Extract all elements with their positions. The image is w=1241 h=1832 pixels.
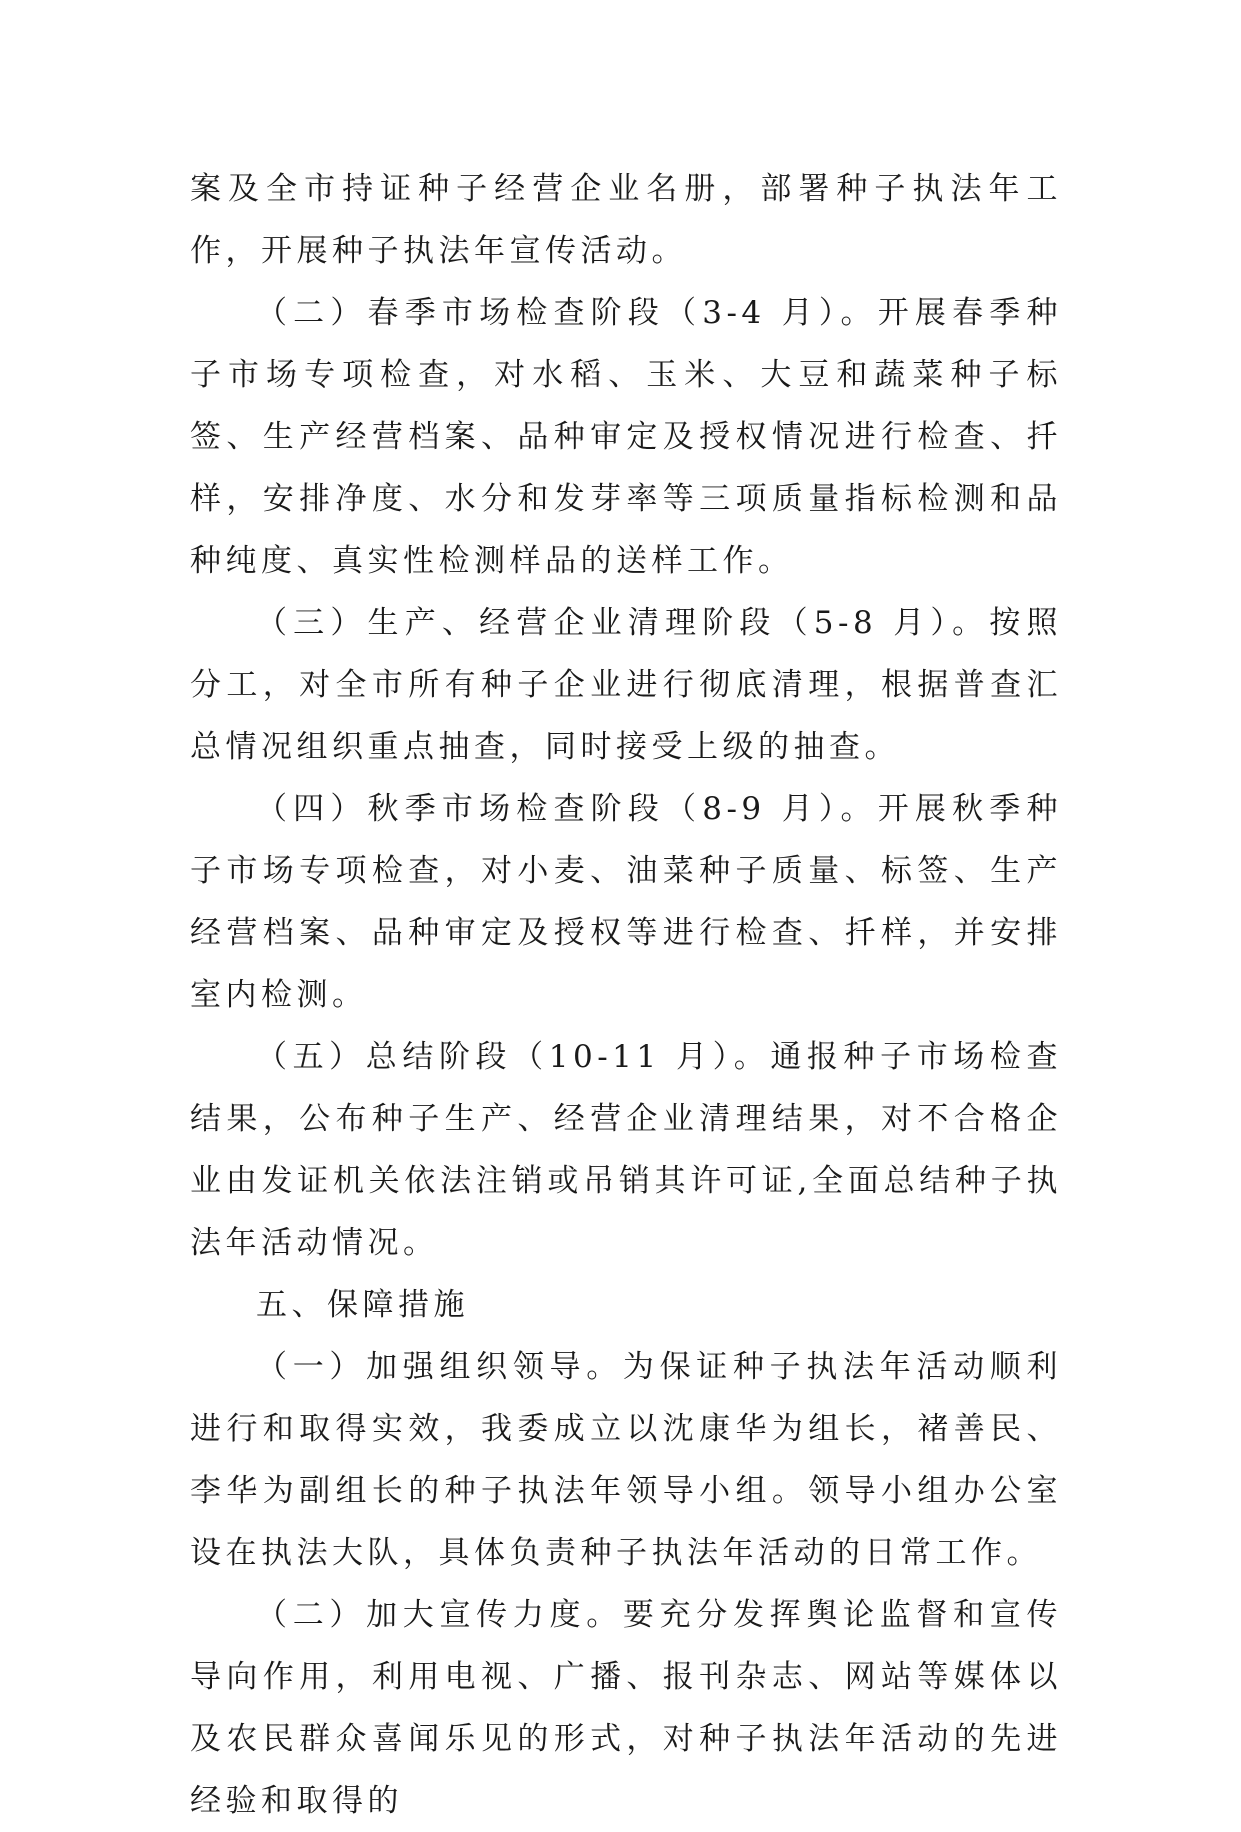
paragraph-summary-stage: （五）总结阶段（10-11 月）。通报种子市场检查结果，公布种子生产、经营企业清理结果，对不合格企业由发证机关依法注销或吊销其许可证,全面总结种子执法年活动情况。 xyxy=(190,1039,1062,1261)
paragraph-autumn-market-check: （四）秋季市场检查阶段（8-9 月）。开展秋季种子市场专项检查，对小麦、油菜种子质量、标签、生产经营档案、品种审定及授权等进行检查、扦样，并安排室内检测。 xyxy=(190,791,1062,1013)
section-heading-safeguards: 五、保障措施 xyxy=(256,1287,469,1323)
paragraph-organization-leadership: （一）加强组织领导。为保证种子执法年活动顺利进行和取得实效，我委成立以沈康华为组长，褚善民、李华为副组长的种子执法年领导小组。领导小组办公室设在执法大队，具体负责种子执法年活动的日常工作。 xyxy=(190,1349,1062,1571)
paragraph-spring-market-check: （二）春季市场检查阶段（3-4 月）。开展春季种子市场专项检查，对水稻、玉米、大豆和蔬菜种子标签、生产经营档案、品种审定及授权情况进行检查、扦样，安排净度、水分和发芽率等三项质量指标检测和品种纯度、真实性检测样品的送样工作。 xyxy=(190,295,1062,579)
paragraph-publicity: （二）加大宣传力度。要充分发挥舆论监督和宣传导向作用，利用电视、广播、报刊杂志、网站等媒体以及农民群众喜闻乐见的形式，对种子执法年活动的先进经验和取得的 xyxy=(190,1597,1062,1819)
paragraph-continuation: 案及全市持证种子经营企业名册，部署种子执法年工作，开展种子执法年宣传活动。 xyxy=(190,171,1062,269)
document-body xyxy=(190,158,1062,1832)
paragraph-enterprise-cleanup: （三）生产、经营企业清理阶段（5-8 月）。按照分工，对全市所有种子企业进行彻底清理，根据普查汇总情况组织重点抽查，同时接受上级的抽查。 xyxy=(190,605,1062,765)
